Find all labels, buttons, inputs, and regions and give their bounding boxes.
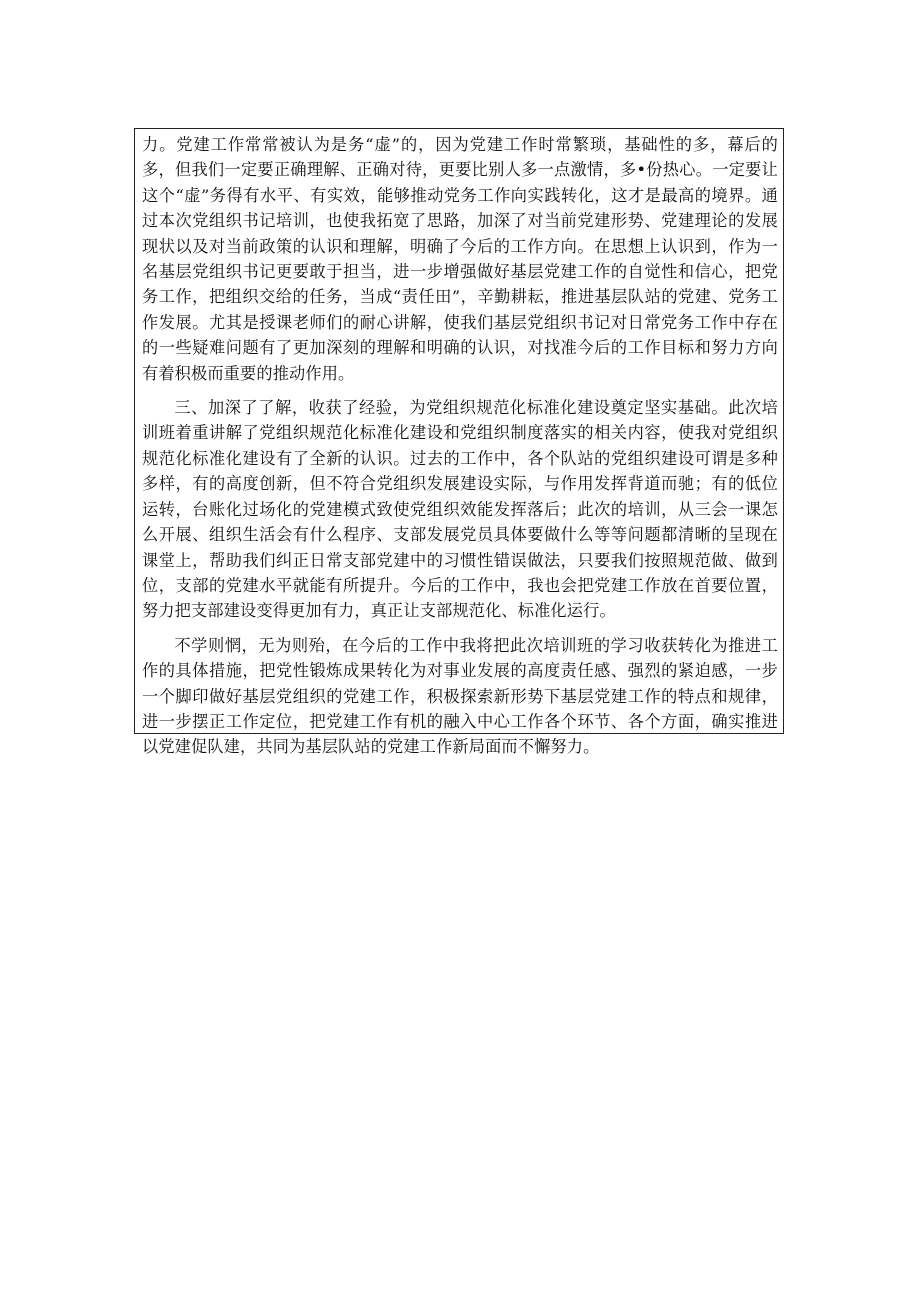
paragraph-section-three: 三、加深了了解，收获了经验，为党组织规范化标准化建设奠定坚实基础。此次培训班着重讲解了党组织规范化标准化建设和党组织制度落实的相关内容，使我对党组织规范化标准化建设有了全新的认识。过去的工作中，各个队站的党组织建设可谓是多种多样，有的高度创新，但不符合党组织发展建设实际，与作用发挥背道而驰；有的低位运转，台账化过场化的党建模式致使党组织效能发挥落后；此次的培训，从三会一课怎么开展、组织生活会有什么程序、支部发展党员具体要做什么等等问题都清晰的呈现在课堂上，帮助我们纠正日常支部党建中的习惯性错误做法，只要我们按照规范做、做到位，支部的党建水平就能有所提升。今后的工作中，我也会把党建工作放在首要位置，努力把支部建设变得更加有力，真正让支部规范化、标准化运行。 — [142, 398, 778, 621]
paragraph-conclusion: 不学则惘，无为则殆，在今后的工作中我将把此次培训班的学习收获转化为推进工作的具体措施，把党性锻炼成果转化为对事业发展的高度责任感、强烈的紧迫感，一步一个脚印做好基层党组织的党建工作，积极探索新形势下基层党建工作的特点和规律，进一步摆正工作定位，把党建工作有机的融入中心工作各个环节、各个方面，确实推进以党建促队建，共同为基层队站的党建工作新局面而不懈努力。 — [142, 635, 778, 757]
paragraph-continuation: 力。党建工作常常被认为是务“虚”的，因为党建工作时常繁琐，基础性的多，幕后的多，但我们一定要正确理解、正确对待，更要比别人多一点激情，多•份热心。一定要让这个“虚”务得有水平、有实效，能够推动党务工作向实践转化，这才是最高的境界。通过本次党组织书记培训，也使我拓宽了思路，加深了对当前党建形势、党建理论的发展现状以及对当前政策的认识和理解，明确了今后的工作方向。在思想上认识到，作为一名基层党组织书记更要敢于担当，进一步增强做好基层党建工作的自觉性和信心，把党务工作，把组织交给的任务，当成“责任田”，辛勤耕耘，推进基层队站的党建、党务工作发展。尤其是授课老师们的耐心讲解，使我们基层党组织书记对日常党务工作中存在的一些疑难问题有了更加深刻的理解和明确的认识，对找准今后的工作目标和努力方向有着积极而重要的推动作用。 — [142, 135, 778, 383]
bordered-text-frame — [134, 128, 784, 757]
